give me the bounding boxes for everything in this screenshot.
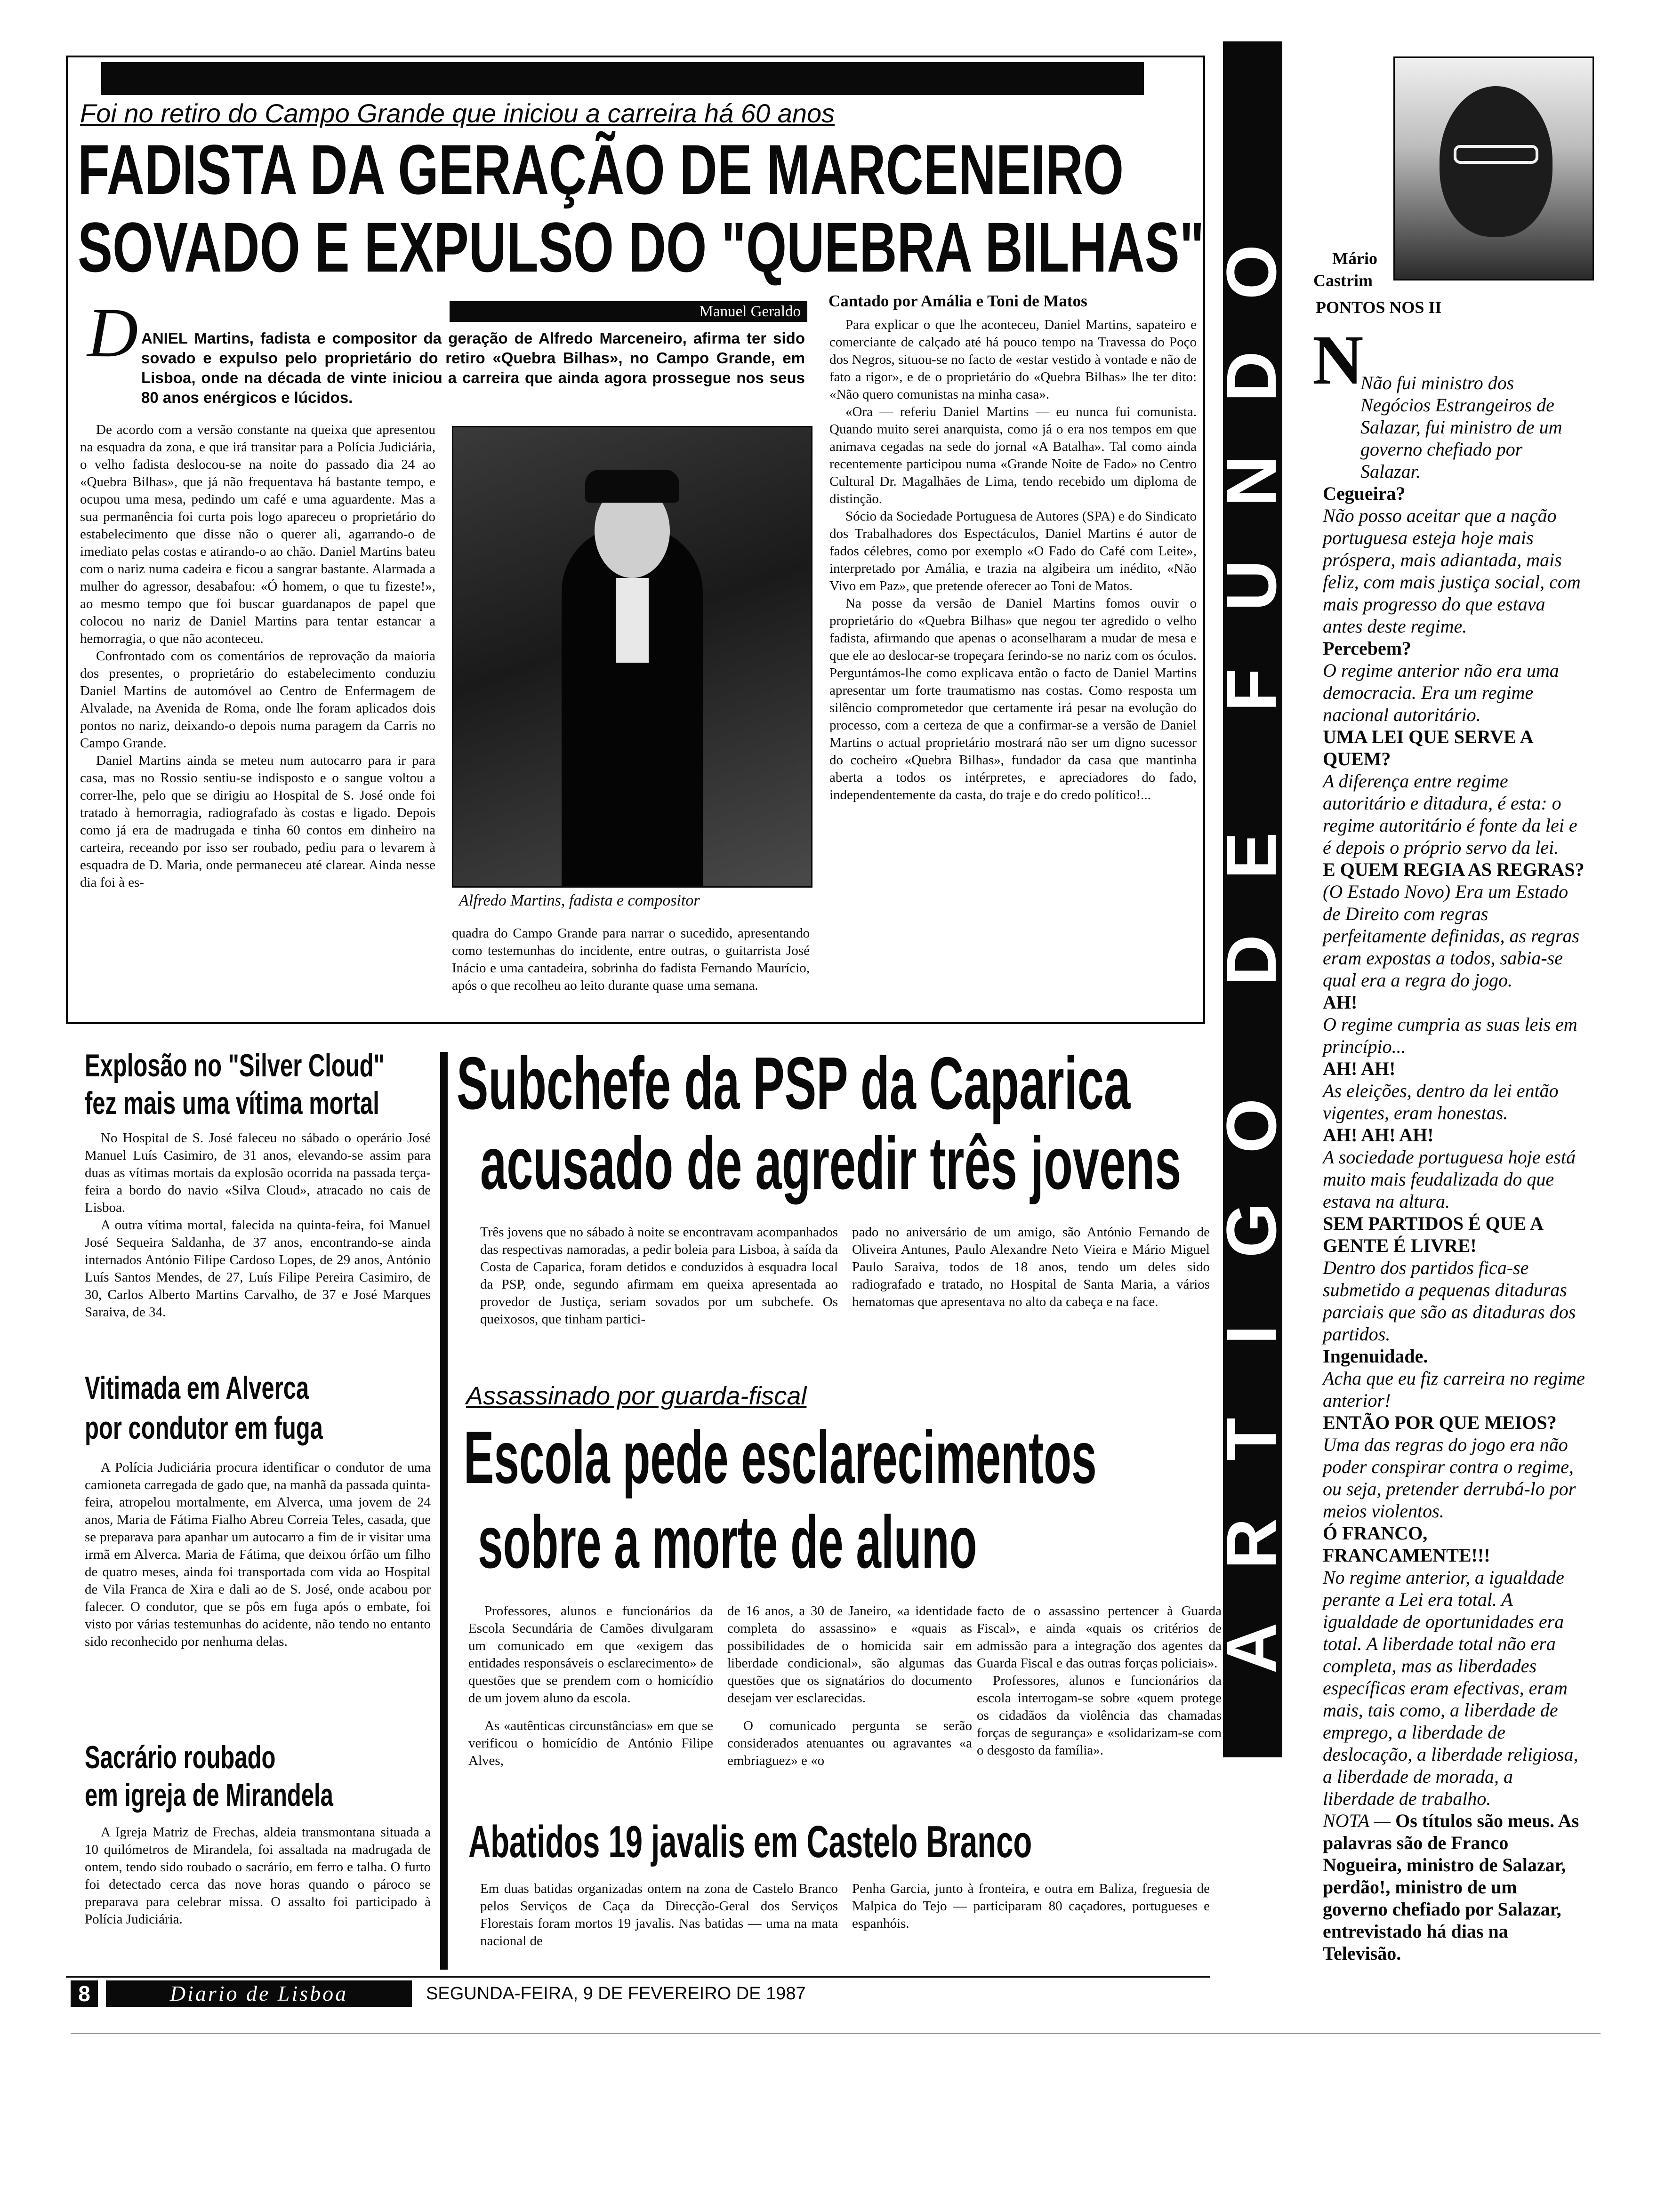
lead-col3-p4: Na posse da versão de Daniel Martins fomos ouvir o proprietário do «Quebra Bilhas» que negou ter agredido o velho fadista, afirmando que apenas o aconselharam a mudar de mesa e que ele ao deslocar-se tropeçara ferindo-se no nariz com os óculos. Perguntámos-lhe como explicava então o facto de Daniel Martins apresentar um forte traumatismo nas costas. Como resposta um silêncio comprometedor que certamente irá pesar na evolução do processo, com a certeza de que a confirmar-se a versão de Daniel Martins o actual proprietário mostrará não ser um digno sucessor do cocheiro «Quebra Bilhas», fundador da casa que mantinha aberta a todos os intérpretes, e apreciadores do fado, independentemente da casta, do traje e do credo político!... — [829, 596, 1197, 802]
brief3-p1: A Igreja Matriz de Frechas, aldeia transmontana situada a 10 quilómetros de Mirandela, foi assaltada na madrugada de ontem, tendo sido roubado o sacrário, em ferro e talha. O furto foi detectado cerca das nove horas quando o pároco se preparava para celebrar missa. O assalto foi participado à Polícia Judiciária. — [85, 1825, 431, 1927]
opinion-answer-9: Acha que eu fiz carreira no regime anterior! — [1323, 1368, 1585, 1411]
psp-col2: pado no aniversário de um amigo, são António Fernando de Oliveira Antunes, Paulo Alexandre Neto Vieira e Mário Miguel Paulo Saraiva, todos de 18 anos, tendo um deles sido radiografado e tratado, no Hospital de Santa Maria, a vários hematomas que apresentava no alto da cabeça e na face. — [852, 1225, 1210, 1309]
vertical-title-letter: F — [1211, 668, 1291, 712]
lead-col1 — [80, 421, 435, 891]
escola-kicker: Assassinado por guarda-fiscal — [466, 1382, 807, 1410]
lead-headline-1: FADISTA DA GERAÇÃO DE MARCENEIRO — [78, 130, 1124, 209]
opinion-note-text: Os títulos são meus. As palavras são de Franco Nogueira, ministro de Salazar, perdão!, ministro de um governo chefiado por Salazar, entrevistado há dias na Televisão. — [1323, 1810, 1579, 1964]
brief1-body — [85, 1130, 431, 1321]
brief3-headline-2: em igreja de Mirandela — [85, 1777, 333, 1813]
opinion-drop-cap: N — [1312, 321, 1364, 399]
vertical-title-letter: O — [1211, 1098, 1291, 1154]
opinion-answer-2: O regime anterior não era uma democracia. Era um regime nacional autoritário. — [1323, 660, 1559, 725]
opinion-question-3: UMA LEI QUE SERVE A QUEM? — [1323, 726, 1533, 769]
vertical-title-letter: D — [1211, 351, 1291, 402]
brief3-body — [85, 1824, 431, 1928]
opinion-question-7: AH! AH! AH! — [1323, 1124, 1434, 1146]
opinion-question-2: Percebem? — [1323, 638, 1412, 659]
opinion-answer-0: Não fui ministro dos Negócios Estrangeiros de Salazar, fui ministro de um governo chefiado por Salazar. — [1360, 372, 1562, 482]
opinion-body — [1323, 372, 1586, 1964]
drop-cap: D — [87, 294, 138, 372]
author-first-name: Mário — [1332, 249, 1377, 268]
opinion-question-10: ENTÃO POR QUE MEIOS? — [1323, 1412, 1557, 1433]
brief1-p1: No Hospital de S. José faleceu no sábado o operário José Manuel Luís Casimiro, de 31 anos, elevando-se assim para duas as vítimas mortais da explosão ocorrida na passada terça-feira a bordo do navio «Silva Cloud», atracado no cais de Lisboa. — [85, 1130, 431, 1215]
psp-col1: Três jovens que no sábado à noite se encontravam acompanhados das respectivas namoradas, a pedir boleia para Lisboa, à saída da Costa de Caparica, foram detidos e conduzidos à esquadra local da PSP, onde, segundo afirmam em queixa apresentada ao provedor de Justiça, seriam sovados por um subchefe. Os queixosos, que tinham partici- — [480, 1225, 838, 1327]
vertical-title-letter: T — [1211, 1418, 1291, 1461]
vertical-title-letter: U — [1211, 560, 1291, 611]
opinion-question-4: E QUEM REGIA AS REGRAS? — [1323, 859, 1585, 880]
opinion-question-9: Ingenuidade. — [1323, 1346, 1428, 1367]
top-black-bar — [101, 62, 1144, 95]
vertical-title-letter: O — [1211, 244, 1291, 300]
opinion-answer-11: No regime anterior, a igualdade perante a Lei era total. A igualdade de oportunidades era total. A liberdade total não era completa, mas as liberdades específicas eram efectivas, eram mais, tais como, a liberdade de emprego, a liberdade de deslocação, a liberdade religiosa, a liberdade de morada, a liberdade de trabalho. — [1323, 1567, 1578, 1809]
brief1-headline-2: fez mais uma vítima mortal — [85, 1085, 379, 1121]
opinion-answer-4: (O Estado Novo) Era um Estado de Direito com regras perfeitamente definidas, as regras eram expostas a todos, sabia-se qual era a regra do jogo. — [1323, 881, 1580, 991]
opinion-question-6: AH! AH! — [1323, 1058, 1396, 1079]
opinion-question-11: Ó FRANCO, FRANCAMENTE!!! — [1323, 1523, 1490, 1566]
fadista-photo — [452, 426, 812, 888]
masthead: Diario de Lisboa — [169, 1981, 348, 2005]
escola-col1 — [468, 1603, 713, 1770]
brief2-headline-2: por condutor em fuga — [85, 1410, 323, 1446]
escola-col2-p1: de 16 anos, a 30 de Janeiro, «a identidade completa do assassino» e «quais as possibilidades de o homicida sair em liberdade condicional», são algumas das questões que os signatários do documento desejam ver esclarecidas. — [727, 1603, 972, 1706]
opinion-answer-10: Uma das regras do jogo era não poder conspirar contra o regime, ou seja, pretender derrubá-lo por meios violentos. — [1323, 1434, 1576, 1522]
escola-headline-2: sobre a morte de aluno — [478, 1501, 977, 1584]
masthead-box — [106, 1980, 412, 2007]
psp-headline-2: acusado de agredir três jovens — [480, 1122, 1182, 1205]
opinion-answer-3: A diferença entre regime autoritário e ditadura, é esta: o regime autoritário é fonte da lei e é depois o próprio servo da lei. — [1323, 770, 1577, 858]
lead-paragraph: ANIEL Martins, fadista e compositor da geração de Alfredo Marceneiro, afirma ter sido sovado e expulso pelo proprietário do retiro «Quebra Bilhas», no Campo Grande, em Lisboa, onde na década de vinte iniciou a carreira que ainda agora prossegue nos seus 80 anos enérgicos e lúcidos. — [141, 329, 805, 406]
escola-col1-p2: As «autênticas circunstâncias» em que se verificou o homicídio de António Filipe Alves, — [468, 1718, 713, 1768]
lead-col3 — [829, 316, 1197, 804]
opinion-answer-5: O regime cumpria as suas leis em princípio... — [1323, 1014, 1577, 1057]
lead-col3-p2: «Ora — referiu Daniel Martins — eu nunca fui comunista. Quando muito serei anarquista, como já o era nos tempos em que animava cegadas na sede do jornal «A Batalha». Tal como ainda recentemente participou numa «Grande Noite de Fado» no Centro Cultural Dr. Magalhães de Lima, tendo recebido um diploma de distinção. — [829, 404, 1197, 506]
opinion-note — [1323, 1810, 1586, 1964]
page-number-box — [71, 1980, 98, 2007]
vertical-title-letter: D — [1211, 934, 1291, 986]
lead-col2: quadra do Campo Grande para narrar o sucedido, apresentando como testemunhas do incidente, entre outras, o guitarrista José Inácio e uma cantadeira, sobrinha do fadista Fernando Maurício, após o que recolheu ao leito durante quase uma semana. — [452, 926, 810, 993]
brief3-headline-1: Sacrário roubado — [85, 1739, 276, 1775]
vertical-title-letter: I — [1211, 1325, 1291, 1345]
lead-kicker: Foi no retiro do Campo Grande que iniciou a carreira há 60 anos — [80, 98, 835, 128]
escola-col2 — [727, 1603, 972, 1770]
vertical-title-letter: E — [1211, 832, 1291, 880]
escola-col3 — [977, 1603, 1222, 1759]
opinion-note-label: NOTA — — [1323, 1810, 1391, 1831]
brief1-headline-1: Explosão no "Silver Cloud" — [85, 1048, 385, 1083]
photo-shirt — [616, 578, 649, 663]
javalis-headline: Abatidos 19 javalis em Castelo Branco — [468, 1817, 1032, 1867]
author-photo-glasses — [1454, 145, 1538, 164]
opinion-answer-8: Dentro dos partidos fica-se submetido a pequenas ditaduras parciais que são as ditaduras dos partidos. — [1323, 1257, 1576, 1345]
byline: Manuel Geraldo — [699, 303, 801, 320]
opinion-answer-6: As eleições, dentro da lei então vigentes, eram honestas. — [1323, 1080, 1559, 1123]
lead-subhead: Cantado por Amália e Toni de Matos — [828, 292, 1087, 310]
opinion-answer-7: A sociedade portuguesa hoje está muito mais feudalizada do que estava na altura. — [1323, 1146, 1576, 1212]
opinion-title: PONTOS NOS II — [1316, 298, 1442, 317]
escola-col1-p1: Professores, alunos e funcionários da Escola Secundária de Camões divulgaram um comunicado em que «exigem das entidades responsáveis o esclarecimento» de questões que se prendem com o homicídio de um jovem aluno da escola. — [468, 1603, 713, 1706]
lead-col1-p3: Daniel Martins ainda se meteu num autocarro para ir para casa, mas no Rossio sentiu-se indisposto e o sangue voltou a correr-lhe, pelo que se dirigiu ao Hospital de S. José onde foi tratado à hemorragia, radiografado às costas e ligado. Depois como já era de madrugada e tinha 60 contos em dinheiro na carteira, receando por isso ser roubado, pediu para o levarem à esquadra de D. Maria, onde permaneceu até clarear. Ainda nesse dia foi à es- — [80, 753, 435, 890]
vertical-title-letter: R — [1211, 1518, 1291, 1570]
brief2-headline-1: Vitimada em Alverca — [85, 1370, 309, 1406]
lead-col3-p3: Sócio da Sociedade Portuguesa de Autores (SPA) e do Sindicato dos Trabalhadores dos Espectáculos, Daniel Martins é autor de fados célebres, como por exemplo «O Fado do Café com Leite», interpretado por Amália, e trazia na algibeira um inédito, «Não Vivo em Paz», que pretende oferecer ao Toni de Matos. — [829, 509, 1197, 593]
author-last-name: Castrim — [1313, 271, 1373, 290]
opinion-question-8: SEM PARTIDOS É QUE A GENTE É LIVRE! — [1323, 1213, 1543, 1256]
vertical-title-letter: N — [1211, 455, 1291, 507]
byline-bar — [450, 301, 807, 322]
opinion-question-5: AH! — [1323, 992, 1358, 1013]
page-number: 8 — [78, 1981, 90, 2006]
column-divider — [440, 1052, 448, 1970]
footer-rule — [66, 1976, 1210, 1978]
escola-headline-1: Escola pede esclarecimentos — [464, 1416, 1097, 1499]
psp-headline-1: Subchefe da PSP da Caparica — [457, 1042, 1131, 1125]
lead-headline-2: SOVADO E EXPULSO DO "QUEBRA BILHAS" — [78, 208, 1205, 287]
escola-col3-p1: facto de o assassino pertencer à Guarda Fiscal», e ainda «quais os critérios de admissão para a integração dos agentes da Guarda Fiscal e das outras forças policiais». — [977, 1603, 1222, 1671]
javalis-col1: Em duas batidas organizadas ontem na zona de Castelo Branco pelos Serviços de Caça da Direcção-Geral dos Serviços Florestais foram mortos 19 javalis. Nas batidas — uma na mata nacional de — [480, 1881, 838, 1948]
opinion-answer-1: Não posso aceitar que a nação portuguesa esteja hoje mais próspera, mais adiantada, mais feliz, com mais justiça social, com mais progresso do que estava antes deste regime. — [1323, 505, 1581, 637]
photo-caption: Alfredo Martins, fadista e compositor — [459, 892, 700, 909]
page-date: SEGUNDA-FEIRA, 9 DE FEVEREIRO DE 1987 — [426, 1984, 806, 2004]
vertical-title-letter: G — [1211, 1202, 1291, 1258]
lead-col1-p2: Confrontado com os comentários de reprovação da maioria dos presentes, o proprietário do estabelecimento conduziu Daniel Martins de automóvel ao Centro de Enfermagem de Alvalade, na Avenida de Roma, onde lhe foram aplicados dois pontos no nariz, deixando-o depois numa paragem da Carris no Campo Grande. — [80, 649, 435, 751]
bottom-thin-rule — [71, 2033, 1601, 2034]
brief2-body — [85, 1459, 431, 1651]
escola-col3-p2: Professores, alunos e funcionários da escola interrogam-se sobre «quem protege os cidadãos da violência das chamadas forças de segurança» e «solidarizam-se com o desgosto da família». — [977, 1673, 1222, 1758]
vertical-title-letter: A — [1211, 1622, 1291, 1674]
opinion-question-1: Cegueira? — [1323, 483, 1406, 504]
brief1-p2: A outra vítima mortal, falecida na quinta-feira, foi Manuel José Sequeira Saldanha, de 37 anos, encontrando-se ainda internados António Filipe Cardoso Lopes, de 29 anos, António Luís Santos Mendes, de 27, Luís Filipe Pereira Casimiro, de 30, Carlos Alberto Martins Carvalho, de 37 e José Marques Saraiva, de 34. — [85, 1218, 431, 1320]
author-photo — [1393, 56, 1594, 281]
brief2-p1: A Polícia Judiciária procura identificar o condutor de uma camioneta carregada de gado que, na manhã da passada quinta-feira, atropelou mortalmente, em Alverca, uma jovem de 24 anos, Maria de Fátima Fialho Abreu Correia Teles, casada, que se preparava para apanhar um autocarro a fim de ir visitar uma irmã em Alverca. Maria de Fátima, que deixou órfão um filho de quatro meses, ainda foi transportada com vida ao Hospital de Vila Franca de Xira e dali ao de S. José, onde acabou por falecer. O condutor, que se pôs em fuga após o embate, foi visto por várias testemunhas do acidente, não tendo no entanto sido reconhecido por nenhuma delas. — [85, 1460, 431, 1649]
lead-col3-p1: Para explicar o que lhe aconteceu, Daniel Martins, sapateiro e comerciante de calçado até há pouco tempo na Travessa do Poço dos Negros, situou-se no facto de «estar vestido à vontade e não de fato a rigor», e de o proprietário do «Quebra Bilhas» lhe ter dito: «Não quero comunistas na minha casa». — [829, 317, 1197, 402]
photo-hat — [585, 470, 679, 503]
javalis-col2: Penha Garcia, junto à fronteira, e outra em Baliza, freguesia de Malpica do Tejo — participaram 80 caçadores, portugueses e espanhóis. — [852, 1881, 1210, 1931]
lead-col1-p1: De acordo com a versão constante na queixa que apresentou na esquadra da zona, e que irá transitar para a Polícia Judiciária, o velho fadista deslocou-se na noite do passado dia 24 ao «Quebra Bilhas», que já não frequentava há bastante tempo, e ocupou uma mesa, pedindo um café e uma aguardente. Mas a sua permanência foi curta pois logo apareceu o proprietário do estabelecimento que disse não o querer ali, agarrando-o de imediato pelas costas e atirando-o ao chão. Daniel Martins bateu com o nariz numa cadeira e ficou a sangrar bastante. Alarmada a mulher do agressor, desabafou: «Ó homem, o que tu fizeste!», ao mesmo tempo que foi buscar guardanapos de papel que colocou no nariz de Daniel Martins para tentar estancar a hemorragia, o que não aconteceu. — [80, 422, 435, 646]
escola-col2-p2: O comunicado pergunta se serão considerados atenuantes ou agravantes «a embriaguez» e «o — [727, 1718, 972, 1768]
